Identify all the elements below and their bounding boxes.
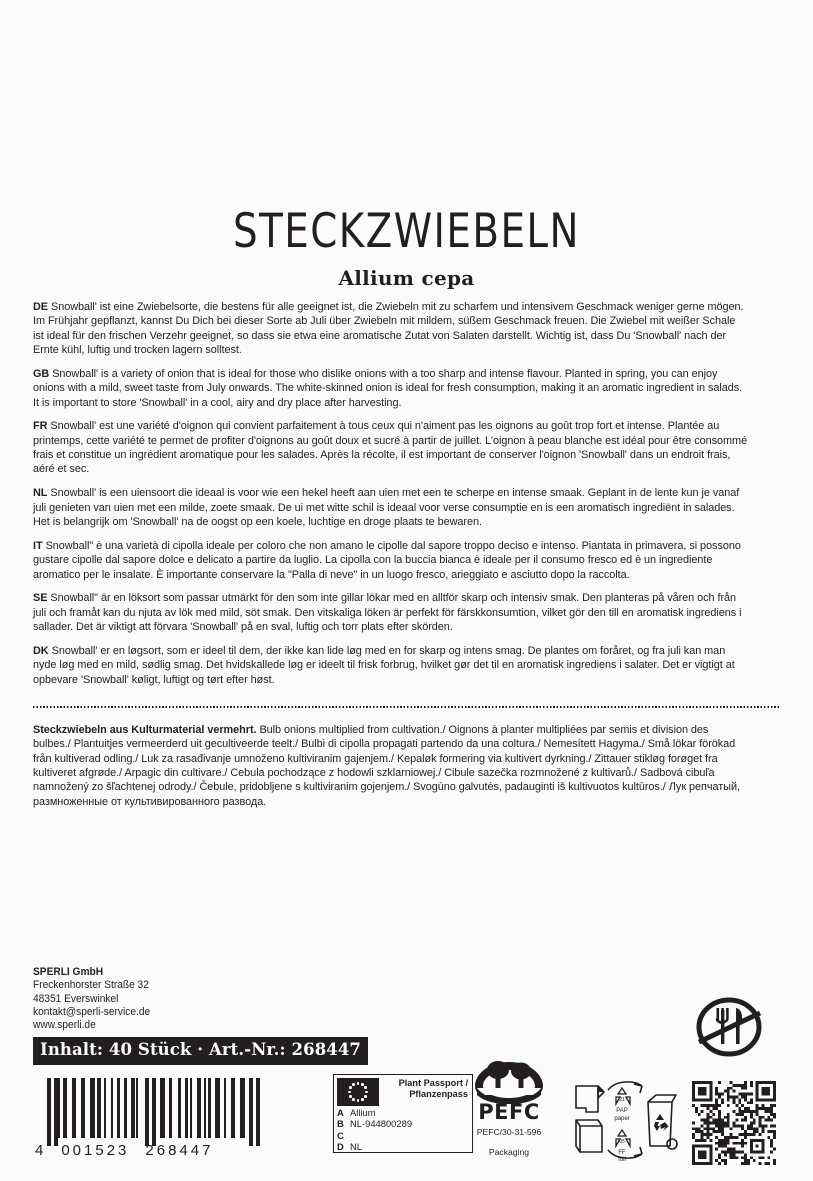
recycling-foil-code: FF [618, 1150, 626, 1156]
language-code-gb: GB [33, 367, 50, 380]
language-code-it: IT [33, 539, 43, 552]
pefc-certification [463, 1060, 555, 1157]
botanical-name: Allium cepa [338, 266, 475, 290]
section-divider [33, 706, 781, 708]
plant-passport-box [333, 1074, 473, 1153]
plant-passport-key-c: C [337, 1129, 344, 1141]
barcode-digit-lead: 4 [35, 1142, 47, 1159]
description-se [33, 591, 747, 634]
language-code-nl: NL [33, 487, 48, 500]
page-title: STECKZWIEBELN [233, 204, 580, 259]
plant-passport-key-d: D [337, 1141, 344, 1153]
content-article-banner: Inhalt: 40 Stück · Art.-Nr.: 268447 [33, 1037, 368, 1065]
description-dk [33, 644, 747, 687]
company-address [33, 966, 333, 1032]
description-text-nl: Snowball' is een uiensoort die ideaal is voor wie een hekel heeft aan uien met een te scherpe en intense smaak. Geplant in de lente kun je vanaf juli genieten van uien met een milde, zoete smaak. De ui met witte schil is ideaal voor verse consumptie en is een aromatisch ingrediënt in salades. Het is belangrijk om 'Snowball' na de oogst op een koele, luchtige en droge plaats te bewaren. [33, 487, 740, 528]
barcode-digit-group-2: 268447 [145, 1142, 214, 1159]
plant-passport-key-b: B [337, 1118, 344, 1130]
company-city: 48351 Everswinkel [33, 992, 119, 1005]
plant-passport-value-b: NL-944800289 [350, 1118, 413, 1130]
description-text-dk: Snowball' er en løgsort, som er ideel til dem, der ikke kan lide løg med en for skarp og intens smag. De plantes om foråret, og fra juli kan man nyde løg med en mild, sødlig smag. Det hvidskallede løg er ideelt til frisk forbrug, hvilket gør det til en aromatisk ingrediens i salater. Det er vigtigt at opbevare 'Snowball' køligt, luftigt og tørt efter høst. [33, 644, 735, 686]
plant-passport-title [384, 1078, 468, 1100]
language-code-se: SE [33, 592, 48, 605]
description-fr [33, 419, 747, 476]
company-name: SPERLI GmbH [33, 966, 104, 978]
plant-passport-row-c [337, 1130, 469, 1141]
description-it [33, 539, 747, 582]
pefc-caption: Packaging [488, 1147, 530, 1157]
recycling-loop-icon [654, 1114, 669, 1131]
company-street: Freckenhorster Straße 32 [33, 979, 149, 992]
description-text-gb: Snowball' is a variety of onion that is ideal for those who dislike onions with a too sharp and intense flavour. Planted in spring, you can enjoy onions with a mild, sweet taste from July onwards. The white-skinned onion is ideal for fresh consumption, making it an aromatic ingredient in salads. It is important to store 'Snowball' in a cool, airy and dry place after harvesting. [33, 367, 743, 409]
recycling-info-group [572, 1078, 678, 1162]
barcode-digits [33, 1142, 265, 1159]
plant-passport-rows [334, 1106, 472, 1153]
description-nl [33, 486, 747, 529]
barcode-digit-group-1: 001523 [61, 1142, 130, 1159]
pefc-wordmark: PEFC [478, 1100, 540, 1124]
qr-code-icon [692, 1081, 776, 1165]
plant-passport-title-line-1: Plant Passport / [398, 1078, 468, 1088]
plant-passport-value-d: NL [350, 1141, 362, 1153]
description-text-de: Snowball' ist eine Zwiebelsorte, die bestens für alle geeignet ist, die Zwiebeln mit zu scharfem und intensivem Geschmack weniger gerne mögen. Im Frühjahr gepflanzt, kannst Du Dich bei dieser Sorte ab Juli über Zwiebeln mit mildem, süßem Geschmack freuen. Die Zwiebel mit weißer Schale ist ideal für den frischen Verzehr geeignet, so dass sie etwa eine aromatische Zutat von Salaten darstellt. Wichtig ist, dass Du 'Snowball' nach der Ernte kühl, luftig und trocken lagern solltest. [33, 301, 744, 357]
description-text-se: Snowball" är en löksort som passar utmärkt för den som inte gillar lökar med en alltför skarp och intensiv smak. Den planteras på våren och från juli och framåt kan du njuta av lök med mild, söt smak. Den vitskaliga löken är perfekt för färskkonsumtion, vilket gör den till en aromatisk ingrediens i sallader. Det är viktigt att förvara 'Snowball' på en sval, luftig och torr plats efter skörden. [33, 592, 742, 634]
not-for-food-icon [694, 996, 764, 1058]
recycling-paper-code: PAP [616, 1108, 628, 1114]
plant-passport-row-a [337, 1107, 469, 1118]
title-block [0, 204, 813, 290]
plant-passport-row-d [337, 1141, 469, 1152]
plant-passport-row-b [337, 1118, 469, 1129]
plant-passport-header [334, 1075, 472, 1106]
plant-passport-key-a: A [337, 1107, 344, 1118]
eu-flag-icon [337, 1078, 379, 1106]
company-website: www.sperli.de [33, 1019, 96, 1032]
description-text-fr: Snowball' est une variété d'oignon qui convient parfaitement à tous ceux qui n'aiment pas les oignons au goût trop fort et intense. Plantée au printemps, cette variété te permet de profiter d'oignons au goût doux et sucré à partir de juillet. L'oignon à peau blanche est idéal pour être consommé frais et constitue un ingrédient aromatique pour les salades. Après la récolte, il est important de conserver l'oignon 'Snowball' dans un endroit frais, aéré et sec. [33, 420, 748, 476]
plant-passport-value-a: Allium [350, 1107, 376, 1118]
language-code-fr: FR [33, 420, 48, 433]
barcode-bars [47, 1078, 262, 1146]
pefc-trees-icon [463, 1060, 555, 1104]
language-descriptions [33, 300, 781, 696]
plant-passport-title-line-2: Pflanzenpass [409, 1089, 468, 1100]
recycling-foil-number: 05 [619, 1139, 625, 1145]
propagation-note-text [33, 723, 747, 809]
recycling-diagram-icon [572, 1078, 678, 1162]
description-de [33, 300, 747, 357]
propagation-note-lead: Steckzwiebeln aus Kulturmaterial vermehrt. [33, 724, 257, 736]
propagation-note-rest: Bulb onions multiplied from cultivation./ Oignons à planter multipliées par semis et division des bulbes./ Plantuitjes vermeerderd uit gecultiveerde teelt./ Bulbi di cipolla propagati partendo da una coltura./ Nemesített Hagyma./ Små lökar förökad från kultiverad odling./ Luk za rasađivanje umnoženo kultiviranim gajenjem./ Kepaløk formering via kultivert dyrkning./ Zittauer stikløg forøget fra kultiveret afgrøde./ Arpagic din cultivare./ Cebula pochodzące z hodowli szklarniowej./ Cibule sazečka rozmnožené z kultivarů./ Sadbová cibuľa namnožený zo šľachtenej odrody./ Čebule, pridobljene s kultiviranim gojenjem./ Svogūno galvutės, padauginti iš kultivuotos kultūros./ Лук репчатый, размноженные от культивированного развода. [33, 724, 740, 808]
recycling-paper-number: 21 [619, 1097, 625, 1103]
description-text-it: Snowball" è una varietà di cipolla ideale per coloro che non amano le cipolle dal sapore troppo deciso e intenso. Piantata in primavera, si possono gustare cipolle dal sapore dolce e delicato a partire da luglio. La cipolla con la buccia bianca è ideale per il consumo fresco ed è un ingrediente aromatico per le insalate. È importante conservare la "Palla di neve" in un luogo fresco, arieggiato e asciutto dopo la raccolta. [33, 539, 741, 581]
pefc-code: PEFC/30-31-596 [476, 1127, 542, 1137]
recycling-foil-label: foil [618, 1157, 626, 1162]
language-code-dk: DK [33, 644, 49, 657]
language-code-de: DE [33, 301, 49, 313]
recycling-paper-label: paper [614, 1116, 630, 1122]
description-gb [33, 367, 747, 410]
ean-barcode [35, 1078, 262, 1166]
company-email: kontakt@sperli-service.de [33, 1005, 151, 1018]
propagation-note [33, 723, 781, 809]
